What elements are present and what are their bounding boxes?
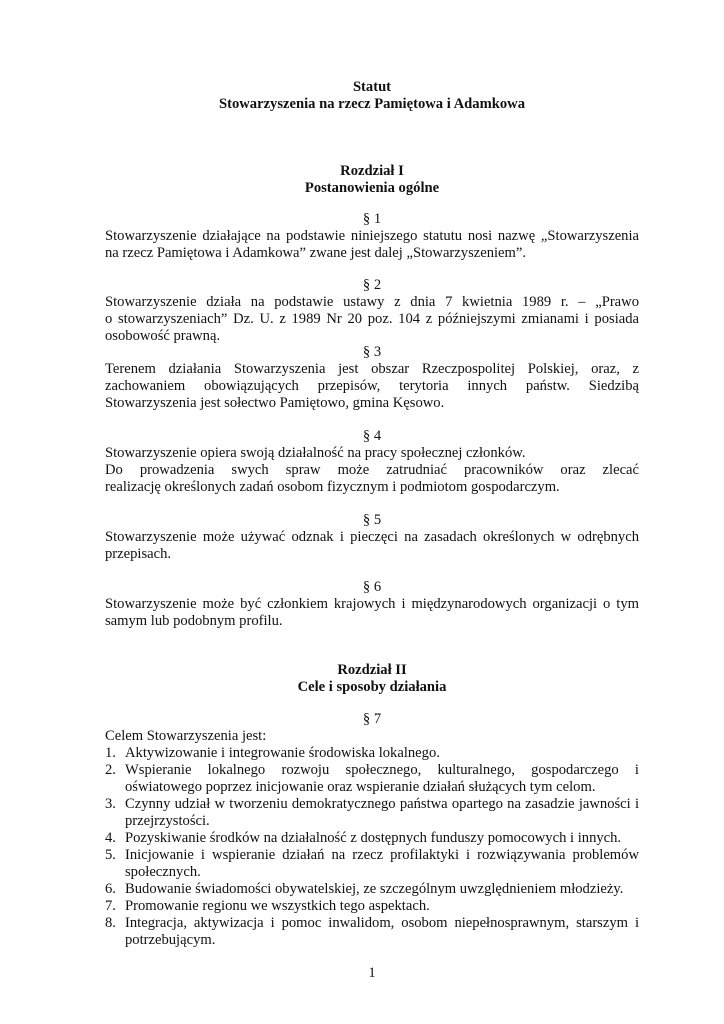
section-5-line-2: przepisach. <box>105 546 172 562</box>
section-4-line-3: realizację określonych zadań osobom fizycznym i podmiotom gospodarczym. <box>105 479 560 495</box>
section-7-intro: Celem Stowarzyszenia jest: <box>105 728 267 744</box>
section-mark-6: § 6 <box>362 579 382 595</box>
chapter-1-subheading: Postanowienia ogólne <box>304 180 440 196</box>
list-item-text: Pozyskiwanie środków na działalność z dostępnych funduszy pomocowych i innych. <box>125 830 622 846</box>
list-item-number: 7. <box>105 898 116 914</box>
list-item-number: 2. <box>105 762 116 778</box>
list-item-number: 3. <box>105 796 116 812</box>
section-3-line-3: Stowarzyszenia jest sołectwo Pamiętowo, gmina Kęsowo. <box>105 395 445 411</box>
list-item <box>105 898 639 915</box>
list-item-number: 1. <box>105 745 116 761</box>
chapter-1-heading: Rozdział I <box>340 163 404 179</box>
section-mark-7: § 7 <box>362 711 382 727</box>
section-2-line-1: Stowarzyszenie działa na podstawie ustawy z dnia 7 kwietnia 1989 r. – „Prawo <box>105 294 639 310</box>
list-item <box>105 847 639 881</box>
section-mark-2: § 2 <box>362 277 382 293</box>
section-2-line-2: o stowarzyszeniach” Dz. U. z 1989 Nr 20 poz. 104 z późniejszymi zmianami i posiada <box>105 311 639 327</box>
document-subtitle: Stowarzyszenia na rzecz Pamiętowa i Adamkowa <box>218 96 525 112</box>
section-mark-4: § 4 <box>362 428 382 444</box>
list-item-text: Wspieranie lokalnego rozwoju społecznego, kulturalnego, gospodarczego i oświatowego poprzez inicjowanie oraz wspieranie działań służących tym celom. <box>125 762 639 795</box>
goals-list <box>105 745 639 949</box>
section-5-line-1: Stowarzyszenie może używać odznak i pieczęci na zasadach określonych w odrębnych <box>105 529 639 545</box>
section-3-line-2: zachowaniem obowiązujących przepisów, terytoria innych państw. Siedzibą <box>105 378 639 394</box>
list-item-text: Integracja, aktywizacja i pomoc inwalidom, osobom niepełnosprawnym, starszym i potrzebującym. <box>125 915 639 948</box>
list-item <box>105 915 639 949</box>
section-mark-5: § 5 <box>362 512 382 528</box>
section-3-line-1: Terenem działania Stowarzyszenia jest obszar Rzeczpospolitej Polskiej, oraz, z <box>105 361 639 377</box>
list-item-number: 8. <box>105 915 116 931</box>
section-4-line-1: Stowarzyszenie opiera swoją działalność na pracy społecznej członków. <box>105 445 526 461</box>
list-item-text: Promowanie regionu we wszystkich tego aspektach. <box>125 898 430 914</box>
section-2-line-3: osobowość prawną. <box>105 328 221 344</box>
list-item-text: Czynny udział w tworzeniu demokratycznego państwa opartego na zasadzie jawności i przejrzystości. <box>125 796 639 829</box>
list-item <box>105 881 639 898</box>
section-6-line-2: samym lub podobnym profilu. <box>105 613 283 629</box>
section-mark-1: § 1 <box>362 211 382 227</box>
list-item-text: Budowanie świadomości obywatelskiej, ze szczególnym uwzględnieniem młodzieży. <box>125 881 624 897</box>
section-6-line-1: Stowarzyszenie może być członkiem krajowych i międzynarodowych organizacji o tym <box>105 596 639 612</box>
document-title: Statut <box>352 79 392 95</box>
list-item <box>105 830 639 847</box>
list-item-text: Inicjowanie i wspieranie działań na rzecz profilaktyki i rozwiązywania problemów społecznych. <box>125 847 639 880</box>
section-1-line-2: na rzecz Pamiętowa i Adamkowa” zwane jest dalej „Stowarzyszeniem”. <box>105 245 527 261</box>
section-mark-3: § 3 <box>362 344 382 360</box>
chapter-2-subheading: Cele i sposoby działania <box>297 679 447 695</box>
list-item-number: 4. <box>105 830 116 846</box>
section-1-line-1: Stowarzyszenie działające na podstawie niniejszego statutu nosi nazwę „Stowarzyszenia <box>105 228 639 244</box>
list-item-number: 6. <box>105 881 116 897</box>
list-item <box>105 745 639 762</box>
chapter-2-heading: Rozdział II <box>337 662 407 678</box>
list-item <box>105 762 639 796</box>
list-item <box>105 796 639 830</box>
list-item-number: 5. <box>105 847 116 863</box>
section-4-line-2: Do prowadzenia swych spraw może zatrudniać pracowników oraz zlecać <box>105 462 639 478</box>
list-item-text: Aktywizowanie i integrowanie środowiska lokalnego. <box>125 745 440 761</box>
page-number: 1 <box>368 965 376 981</box>
